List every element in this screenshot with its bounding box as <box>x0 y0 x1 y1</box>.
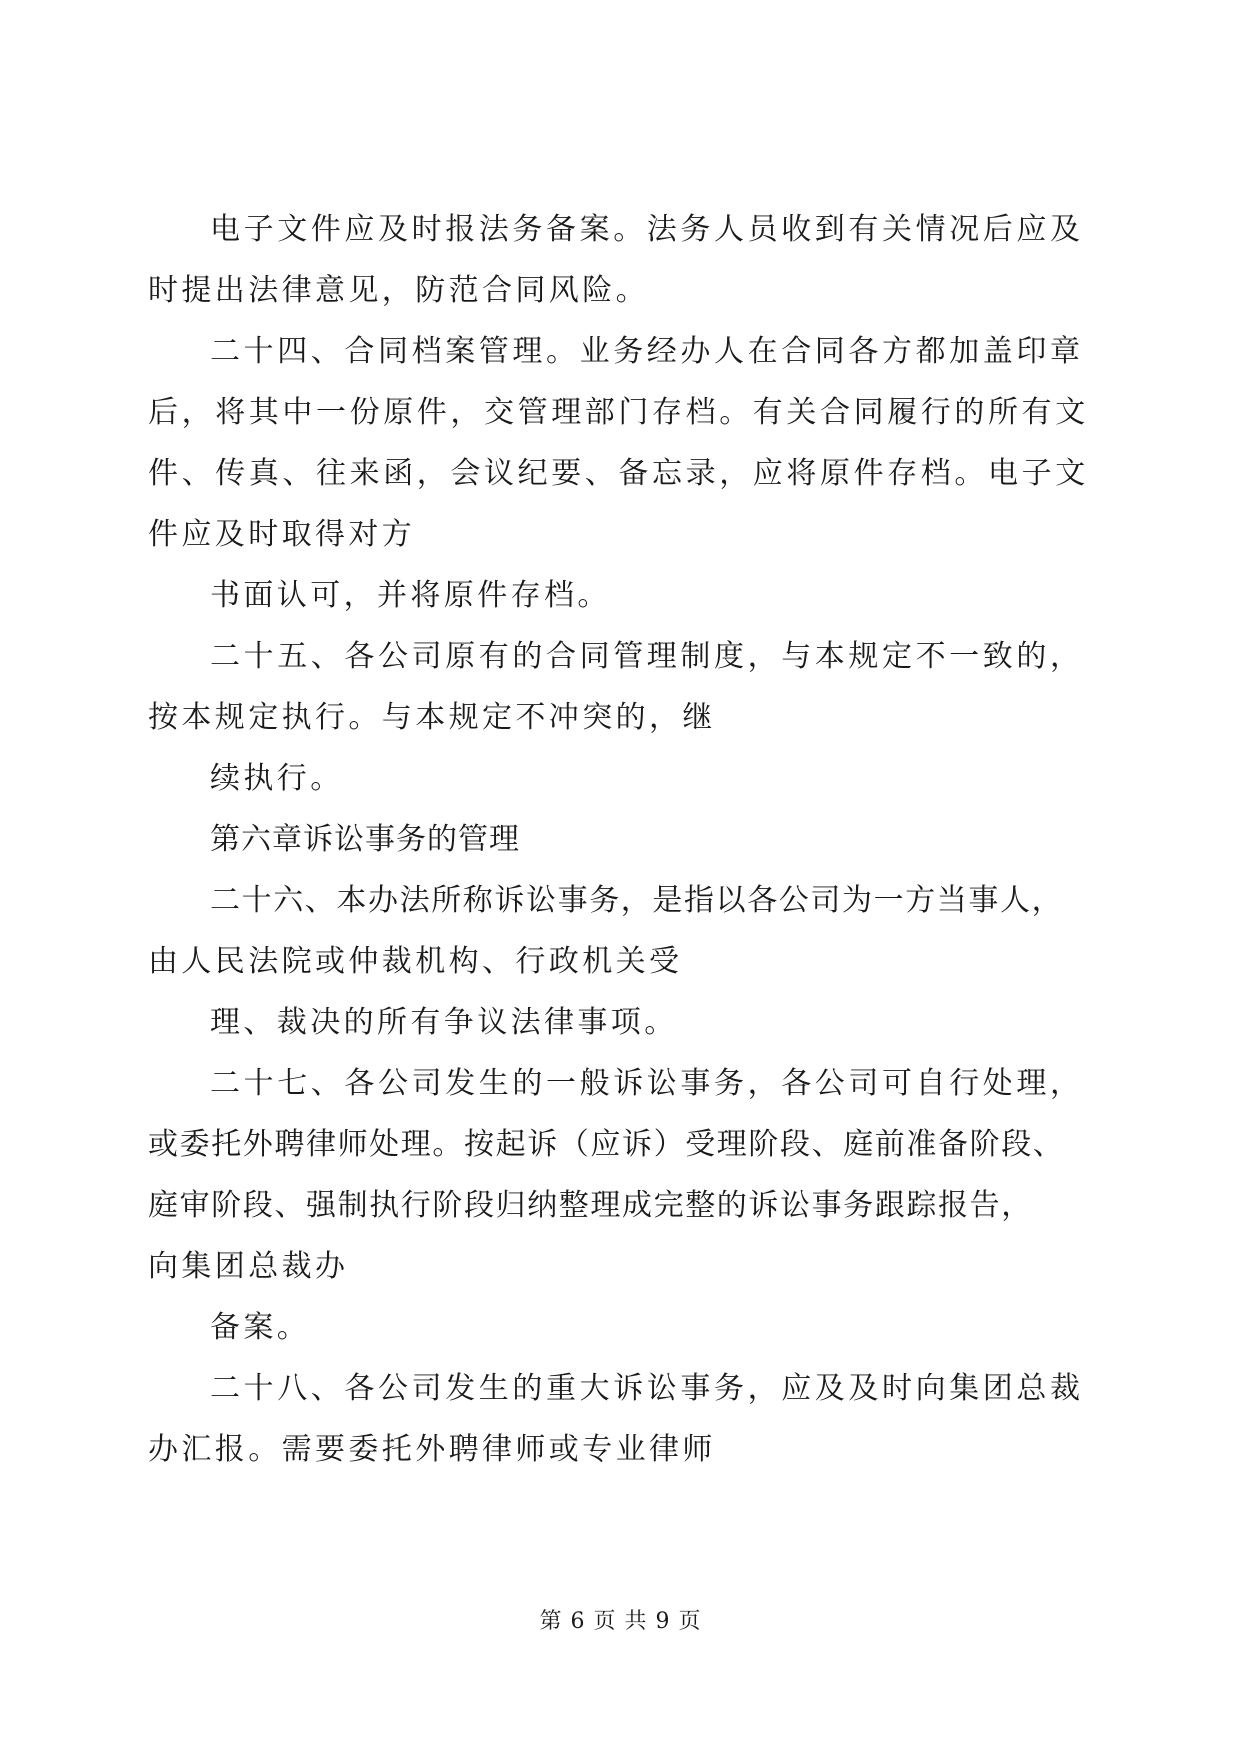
text-line: 二十四、合同档案管理。业务经办人在合同各方都加盖印章 <box>210 334 1084 369</box>
text-line: 向集团总裁办 <box>148 1249 349 1284</box>
text-line: 件应及时取得对方 <box>148 517 416 552</box>
text-line: 按本规定执行。与本规定不冲突的，继 <box>148 700 716 735</box>
text-line: 或委托外聘律师处理。按起诉（应诉）受理阶段、庭前准备阶段、 <box>148 1127 1065 1162</box>
text-line: 二十八、各公司发生的重大诉讼事务，应及及时向集团总裁 <box>210 1371 1084 1406</box>
text-line: 办汇报。需要委托外聘律师或专业律师 <box>148 1432 716 1467</box>
text-line: 二十七、各公司发生的一般诉讼事务，各公司可自行处理， <box>210 1066 1084 1101</box>
text-line: 后，将其中一份原件，交管理部门存档。有关合同履行的所有文 <box>148 395 1089 430</box>
text-line: 备案。 <box>210 1310 311 1345</box>
text-line: 二十五、各公司原有的合同管理制度，与本规定不一致的， <box>210 639 1084 674</box>
text-line: 理、裁决的所有争议法律事项。 <box>210 1005 678 1040</box>
text-line: 庭审阶段、强制执行阶段归纳整理成完整的诉讼事务跟踪报告， <box>148 1188 1033 1223</box>
page-number-footer: 第 6 页 共 9 页 <box>539 1609 702 1634</box>
text-line: 电子文件应及时报法务备案。法务人员收到有关情况后应及 <box>210 212 1084 247</box>
text-line: 由人民法院或仲裁机构、行政机关受 <box>148 944 683 979</box>
text-line: 书面认可，并将原件存档。 <box>210 578 611 613</box>
chapter-heading: 第六章诉讼事务的管理 <box>210 822 520 857</box>
text-line: 件、传真、往来函，会议纪要、备忘录，应将原件存档。电子文 <box>148 456 1089 491</box>
text-line: 时提出法律意见，防范合同风险。 <box>148 273 649 308</box>
text-line: 二十六、本办法所称诉讼事务，是指以各公司为一方当事人， <box>210 883 1064 918</box>
text-line: 续执行。 <box>210 761 344 796</box>
